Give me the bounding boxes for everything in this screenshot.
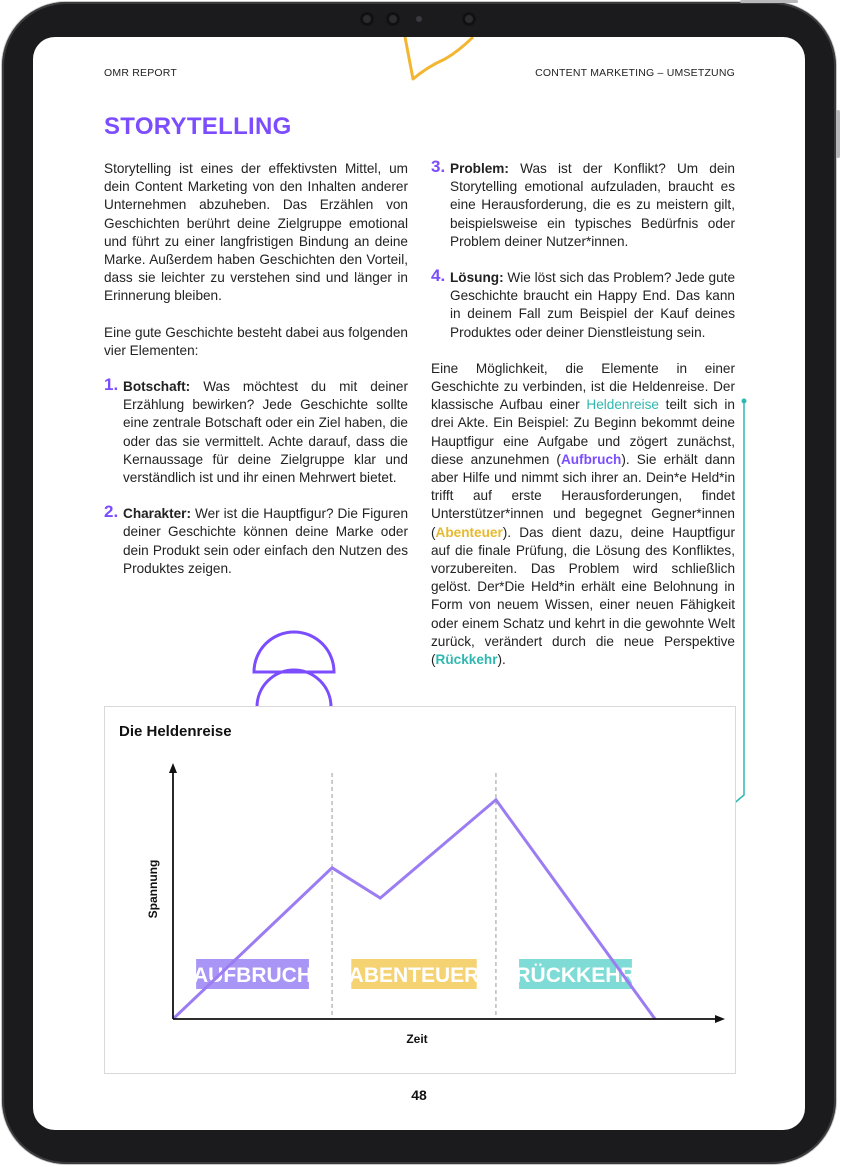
list-item: [431, 157, 735, 251]
keyword-abenteuer: Abenteuer: [435, 524, 503, 540]
journey-text: Eine Möglichkeit, die Elemente in einer Geschichte zu verbinden, ist die Heldenreise. Der klassische Aufbau einer: [431, 360, 735, 413]
item-text: Was möchtest du mit deiner Erzählung bewirken? Jede Geschichte sollte eine zentrale Botschaft oder ein Ziel haben, die oder das sie vermittelt. Achte darauf, dass die Kernaussage für deine Zielgruppe klar und verständlich ist und ihr einen Mehrwert bietet.: [123, 379, 408, 486]
keyword-rueckkehr: Rückkehr: [435, 652, 498, 668]
y-axis-arrow: [169, 763, 177, 773]
x-axis-label: Zeit: [406, 1032, 428, 1046]
page-title: STORYTELLING: [104, 113, 292, 140]
item-text: Wie löst sich das Problem? Jede gute Geschichte braucht ein Happy End. Das kann in deinem Fall zum Beispiel der Kauf deines Produktes oder deiner Dienstleistung sein.: [450, 270, 735, 340]
header-left: OMR REPORT: [104, 67, 177, 79]
journey-text: teilt sich in drei Akte. Ein Beispiel: Zu Beginn bekommt deine Hauptfigur eine Aufgabe und zögert zunächst, diese anzunehmen (: [431, 397, 735, 467]
y-axis-label: Spannung: [146, 859, 160, 919]
phase-label: AUFBRUCH: [193, 964, 313, 987]
hero-journey-chart: [105, 707, 735, 1073]
list-item: [104, 375, 408, 487]
volume-button: [836, 110, 840, 158]
list-item: [431, 266, 735, 342]
intro-paragraph: Storytelling ist eines der effektivsten Mittel, um dein Content Marketing von den Inhalten anderer Unternehmen abzuheben. Das Erzählen von Geschichten berührt deine Zielgruppe emotional und führt zu einer langfristigen Bindung an deine Marke. Außerdem haben Geschichten den Vorteil, dass sie leichter zu verstehen sind und länger in Erinnerung bleiben.: [104, 161, 408, 304]
journey-paragraph: [431, 360, 735, 669]
keyword-heldenreise: Heldenreise: [586, 397, 659, 413]
journey-text: ). Sie erhält dann aber Hilfe und nimmt sich ihrer an. Dein*e Held*in trifft auf erste Herausforderungen, findet Unterstützer*innen und begegnet Gegner*innen (: [431, 451, 736, 540]
journey-text: ).: [497, 652, 506, 668]
item-number: 3.: [431, 157, 446, 176]
chart-panel: [104, 706, 736, 1074]
camera-icon: [360, 12, 374, 26]
right-column: [431, 157, 736, 687]
x-axis-arrow: [715, 1015, 725, 1023]
item-lead: Botschaft:: [123, 379, 191, 395]
header-right: CONTENT MARKETING – UMSETZUNG: [535, 67, 735, 79]
list-item: [104, 502, 409, 578]
sensor-icon: [416, 16, 422, 22]
hero-figure-icon: [251, 629, 337, 709]
keyword-aufbruch: Aufbruch: [560, 451, 622, 467]
elements-intro: Eine gute Geschichte besteht dabei aus folgenden vier Elementen:: [104, 324, 408, 358]
journey-text: ). Das dient dazu, deine Hauptfigur auf die finale Prüfung, die Lösung des Konfliktes, vorzubereiten. Das Problem wird schließlich gelöst. Der*Die Held*in erhält eine Belohnung in Form von neuem Wissen, einer neuen Fähigkeit oder einem Schatz und kehrt in die gewohnte Welt zurück, verändert durch die neue Perspektive (: [431, 524, 735, 668]
left-column: [104, 160, 408, 596]
power-button: [740, 0, 798, 3]
phase-label: RÜCKKEHR: [515, 964, 636, 987]
page-screen: [33, 37, 805, 1130]
item-lead: Problem:: [450, 161, 509, 176]
chart-title: Die Heldenreise: [119, 723, 232, 740]
page-number: 48: [411, 1087, 427, 1103]
item-text: Was ist der Konflikt? Um dein Storytelling emotional aufzuladen, braucht es eine Herausforderung, die es zu meistern gilt, beispielsweise ein typisches Bedürfnis oder Problem deiner Nutzer*innen.: [450, 161, 735, 249]
camera-icon: [386, 12, 400, 26]
camera-icon: [462, 12, 476, 26]
item-number: 2.: [104, 502, 119, 522]
star-doodle-icon: [397, 37, 477, 87]
item-number: 1.: [104, 375, 119, 395]
phase-label: ABENTEUER: [348, 964, 480, 987]
item-text: Wer ist die Hauptfigur? Die Figuren deiner Geschichte können deine Marke oder dein Produkt sein oder einfach den Nutzen des Produktes zeigen.: [123, 506, 409, 576]
item-number: 4.: [431, 266, 446, 286]
item-lead: Charakter:: [123, 506, 191, 522]
item-lead: Lösung:: [450, 270, 504, 286]
